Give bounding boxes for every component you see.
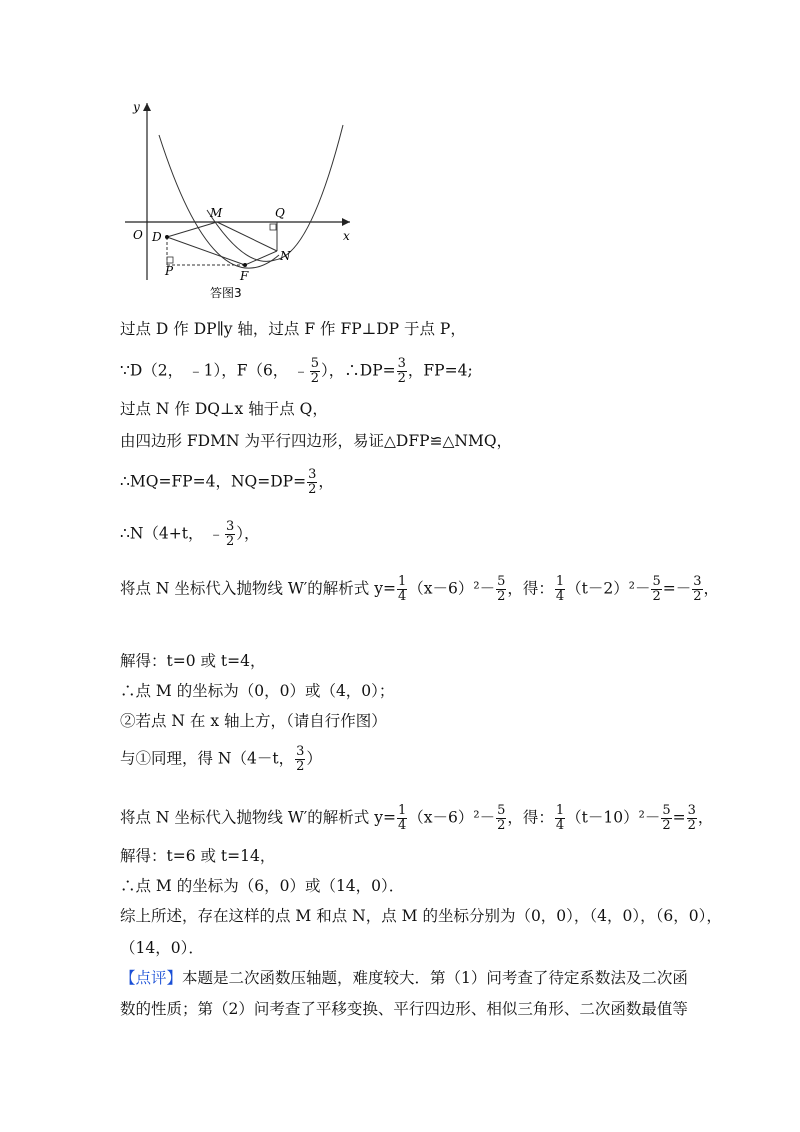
line-2-a: ∵D（2， ﹣1），F（6， ﹣ [120, 361, 309, 380]
line-8: 解得：t=0 或 t=4， [120, 652, 266, 670]
line-10: ②若点 N 在 x 轴上方，（请自行作图） [120, 712, 387, 730]
label-n: N [280, 249, 291, 263]
label-f: F [240, 269, 249, 283]
line-12 [120, 804, 713, 833]
line-17 [120, 967, 688, 989]
label-y: y [133, 100, 140, 114]
line-1: 过点 D 作 DP∥y 轴，过点 F 作 FP⊥DP 于点 P， [120, 320, 466, 338]
line-14: ∴点 M 的坐标为（6，0）或（14，0）． [120, 877, 405, 895]
line-12-d: （t－10）²－ [566, 808, 661, 827]
line-12-f: ， [697, 808, 714, 827]
x-axis-arrow [342, 218, 350, 226]
line-2 [120, 357, 473, 386]
point-f [243, 263, 247, 267]
line-11-a: 与①同理，得 N（4－t， [120, 749, 295, 768]
label-d: D [152, 230, 162, 244]
line-5-a: ∴MQ=FP=4，NQ=DP= [120, 472, 307, 491]
parabola-w-prime [207, 125, 343, 261]
line-16: （14，0）． [120, 939, 204, 957]
segment-dm [167, 222, 217, 237]
review-tag: 【点评】 [120, 969, 183, 987]
fraction-one-quarter: $\frac{1}{4}$ [397, 574, 407, 604]
fraction-three-halves: $\frac{3}{2}$ [687, 803, 696, 833]
figure-caption: 答图3 [210, 286, 242, 300]
line-6-a: ∴N（4+t， ﹣ [120, 524, 224, 543]
line-15: 综上所述，存在这样的点 M 和点 N，点 M 的坐标分别为（0，0），（4，0），（6，0）， [120, 907, 722, 925]
parabola-diagram [125, 95, 365, 305]
line-18: 数的性质；第（2）问考查了平移变换、平行四边形、相似三角形、二次函数最值等 [120, 1000, 688, 1018]
fraction-one-quarter: $\frac{1}{4}$ [555, 574, 565, 604]
line-17-text: 本题是二次函数压轴题，难度较大．第（1）问考查了待定系数法及二次函 [182, 969, 688, 987]
line-7-c: ，得： [507, 579, 554, 598]
segment-fn [245, 251, 277, 265]
line-7-e: =－ [662, 579, 692, 598]
fraction-three-halves: $\frac{3}{2}$ [296, 744, 305, 774]
line-12-e: = [672, 808, 686, 827]
parabola-w [159, 135, 279, 268]
line-13: 解得：t=6 或 t=14， [120, 847, 276, 865]
line-12-b: （x－6）²－ [408, 808, 496, 827]
label-q: Q [275, 206, 285, 220]
line-7-b: （x－6）²－ [408, 579, 496, 598]
right-angle-p [167, 257, 173, 263]
fraction-five-halves: $\frac{5}{2}$ [497, 574, 506, 604]
line-12-a: 将点 N 坐标代入抛物线 W′的解析式 y= [120, 808, 396, 827]
line-7 [120, 575, 719, 604]
line-7-d: （t－2）²－ [566, 579, 651, 598]
line-5 [120, 468, 334, 497]
line-2-c: ，FP=4; [407, 361, 473, 380]
line-3: 过点 N 作 DQ⊥x 轴于点 Q， [120, 400, 328, 418]
fraction-five-halves: $\frac{5}{2}$ [662, 803, 671, 833]
fraction-five-halves: $\frac{5}{2}$ [497, 803, 506, 833]
geometry-figure [125, 95, 365, 305]
line-11-b: ） [306, 749, 322, 768]
line-4: 由四边形 FDMN 为平行四边形，易证△DFP≌△NMQ， [120, 432, 513, 450]
line-7-f: ， [703, 579, 720, 598]
fraction-three-halves: $\frac{3}{2}$ [397, 356, 406, 386]
fraction-five-halves: $\frac{5}{2}$ [310, 356, 320, 386]
line-6 [120, 520, 259, 549]
label-m: M [210, 206, 223, 220]
line-2-b: ），∴DP= [321, 361, 396, 380]
segment-df [167, 237, 245, 265]
fraction-three-halves: $\frac{3}{2}$ [693, 574, 702, 604]
label-p: P [165, 264, 174, 278]
fraction-three-halves: $\frac{3}{2}$ [225, 519, 235, 549]
fraction-one-quarter: $\frac{1}{4}$ [397, 803, 407, 833]
fraction-three-halves: $\frac{3}{2}$ [308, 467, 317, 497]
line-11 [120, 745, 322, 774]
line-6-b: ）， [236, 524, 260, 543]
line-12-c: ，得： [507, 808, 554, 827]
label-x: x [343, 229, 350, 243]
point-d [165, 235, 169, 239]
line-7-a: 将点 N 坐标代入抛物线 W′的解析式 y= [120, 579, 396, 598]
line-5-b: ， [318, 472, 334, 491]
line-9: ∴点 M 的坐标为（0，0）或（4，0）； [120, 682, 395, 700]
fraction-five-halves: $\frac{5}{2}$ [652, 574, 661, 604]
label-o: O [133, 228, 143, 242]
right-angle-q [270, 224, 276, 230]
fraction-one-quarter: $\frac{1}{4}$ [555, 803, 565, 833]
y-axis-arrow [143, 103, 151, 111]
